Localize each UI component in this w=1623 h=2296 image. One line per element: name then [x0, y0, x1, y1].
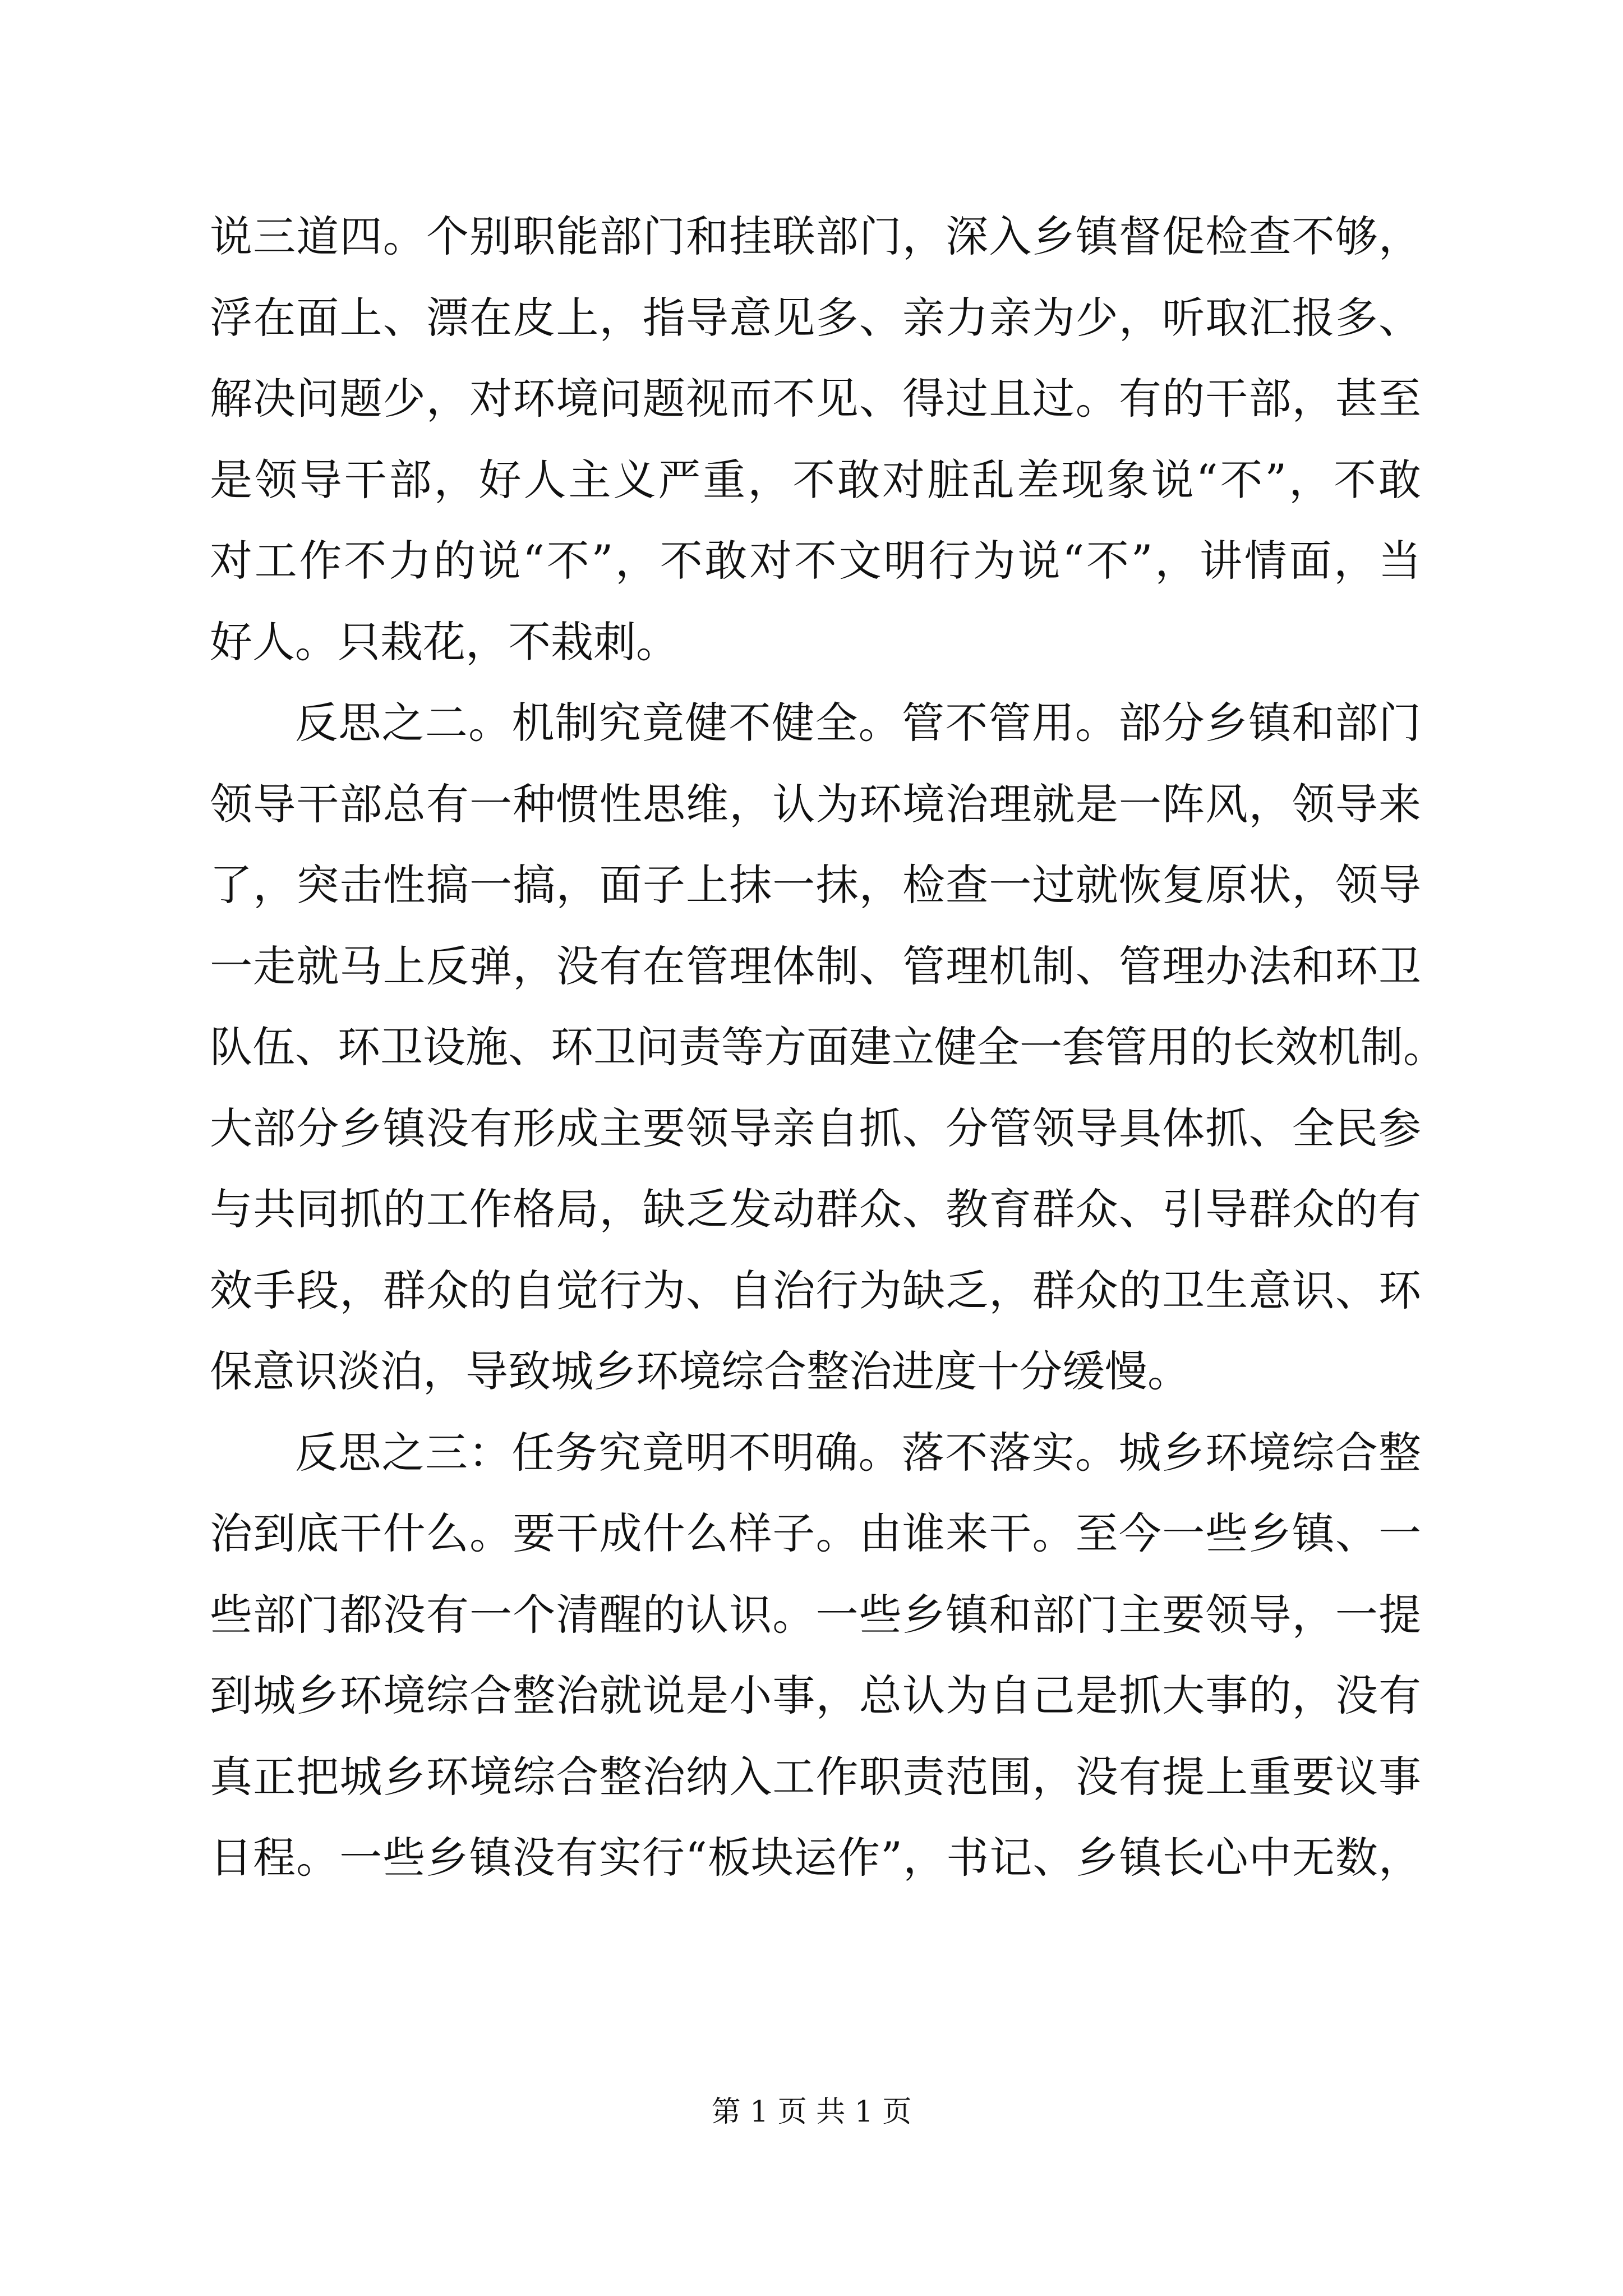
text-line: 日程。一些乡镇没有实行“板块运作”，书记、乡镇长心中无数， [210, 1833, 1421, 1883]
text-line: 真正把城乡环境综合整治纳入工作职责范围，没有提上重要议事 [210, 1752, 1421, 1802]
text-line: 领导干部总有一种惯性思维，认为环境治理就是一阵风，领导来 [210, 779, 1421, 829]
text-line: 是领导干部，好人主义严重，不敢对脏乱差现象说“不”，不敢 [210, 455, 1421, 505]
paragraph-start-line: 反思之三：任务究竟明不明确。落不落实。城乡环境综合整 [295, 1428, 1421, 1478]
text-line: 浮在面上、漂在皮上，指导意见多、亲力亲为少，听取汇报多、 [210, 293, 1421, 343]
page-number-footer: 第 1 页 共 1 页 [711, 2095, 912, 2129]
text-line: 保意识淡泊，导致城乡环境综合整治进度十分缓慢。 [210, 1346, 1190, 1396]
paragraph-start-line: 反思之二。机制究竟健不健全。管不管用。部分乡镇和部门 [295, 698, 1421, 748]
text-line: 到城乡环境综合整治就说是小事，总认为自己是抓大事的，没有 [210, 1671, 1421, 1720]
text-line: 了，突击性搞一搞，面子上抹一抹，检查一过就恢复原状，领导 [210, 860, 1421, 910]
text-line: 大部分乡镇没有形成主要领导亲自抓、分管领导具体抓、全民参 [210, 1103, 1421, 1153]
text-line: 队伍、环卫设施、环卫问责等方面建立健全一套管用的长效机制。 [210, 1022, 1446, 1072]
text-line: 治到底干什么。要干成什么样子。由谁来干。至今一些乡镇、一 [210, 1508, 1421, 1558]
text-line: 效手段，群众的自觉行为、自治行为缺乏，群众的卫生意识、环 [210, 1266, 1421, 1315]
text-line: 对工作不力的说“不”，不敢对不文明行为说“不”，讲情面，当 [210, 536, 1421, 586]
text-line: 一走就马上反弹，没有在管理体制、管理机制、管理办法和环卫 [210, 941, 1421, 991]
text-line: 与共同抓的工作格局，缺乏发动群众、教育群众、引导群众的有 [210, 1184, 1421, 1234]
text-line: 解决问题少，对环境问题视而不见、得过且过。有的干部，甚至 [210, 374, 1421, 424]
text-line: 好人。只栽花，不栽刺。 [210, 617, 679, 667]
text-line: 说三道四。个别职能部门和挂联部门，深入乡镇督促检查不够， [210, 211, 1421, 261]
text-line: 些部门都没有一个清醒的认识。一些乡镇和部门主要领导，一提 [210, 1590, 1421, 1640]
